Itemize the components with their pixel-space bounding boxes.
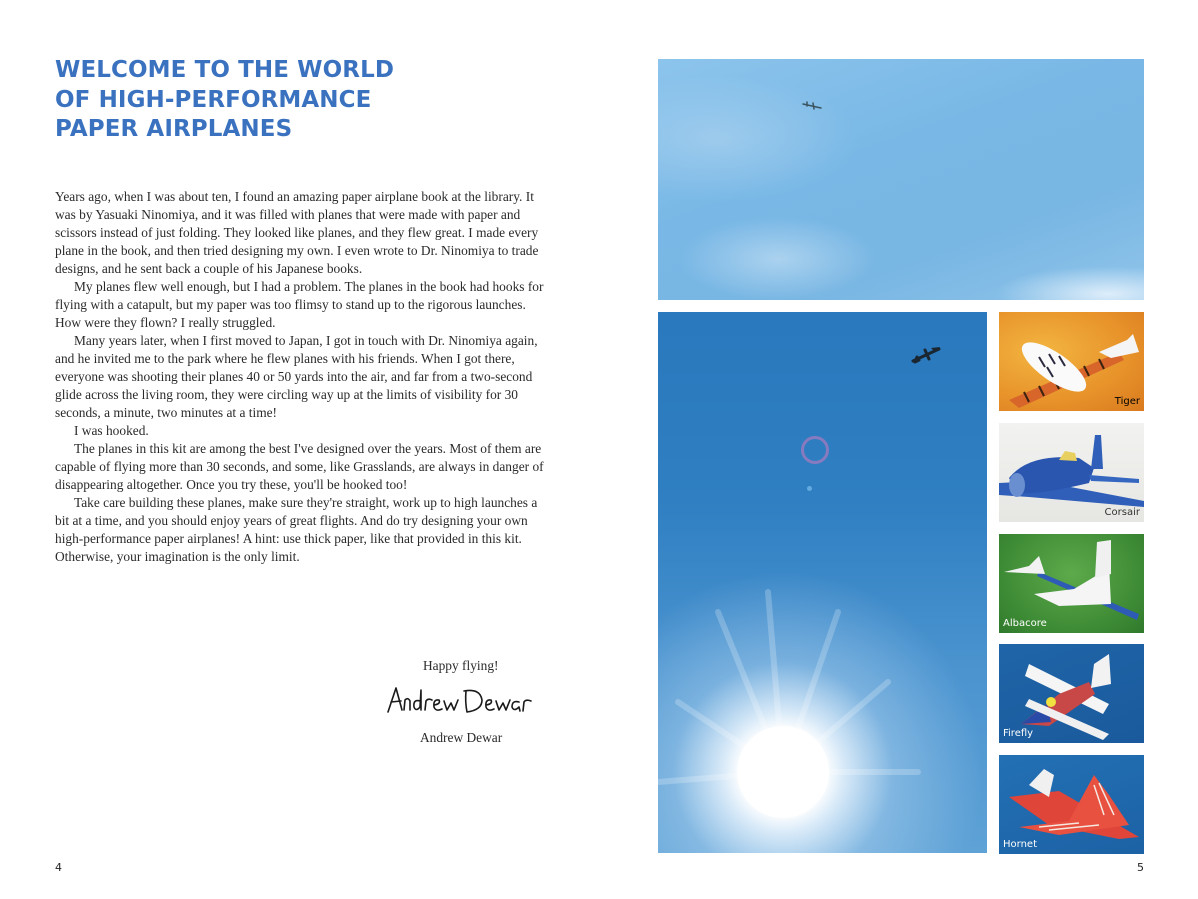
paragraph-4: I was hooked. [74, 423, 149, 438]
thumbnail-tiger [999, 312, 1144, 411]
thumbnail-label-albacore: Albacore [1003, 618, 1047, 629]
paragraph-5: The planes in this kit are among the best I've designed over the years. Most of them are capable of flying more than 30 seconds, and some, like Grasslands, are always in danger of disappearing altogether. Once you try these, you'll be hooked too! [55, 441, 544, 492]
title-line-2: OF HIGH-PERFORMANCE [55, 86, 372, 113]
sun-rays-icon [658, 312, 987, 853]
airplane-silhouette-icon [911, 345, 943, 365]
signer-name: Andrew Dewar [420, 730, 503, 745]
photo-sky-with-sun [658, 312, 987, 853]
page-number-left: 4 [55, 861, 62, 874]
signature-image [384, 682, 534, 720]
thumbnail-label-corsair: Corsair [1104, 507, 1140, 518]
thumbnail-firefly [999, 644, 1144, 743]
paragraph-6: Take care building these planes, make sure they're straight, work up to high launches a bit at a time, and you should enjoy years of great flights. And do try designing your own high-performance paper airplanes! A hint: use thick paper, like that provided in this kit. Otherwise, your imagination is the only limit. [55, 495, 538, 564]
lens-flare [801, 436, 829, 464]
thumbnail-label-firefly: Firefly [1003, 728, 1034, 739]
thumbnail-albacore [999, 534, 1144, 633]
page-title [55, 56, 535, 145]
thumbnail-label-tiger: Tiger [1114, 396, 1140, 407]
lens-flare-dot [807, 486, 812, 491]
thumbnail-corsair [999, 423, 1144, 522]
thumbnail-label-hornet: Hornet [1003, 839, 1037, 850]
thumbnail-hornet [999, 755, 1144, 854]
paragraph-1: Years ago, when I was about ten, I found an amazing paper airplane book at the library. It was by Yasuaki Ninomiya, and it was filled with planes that were made with paper and scissors instead of just folding. They looked like planes, and they flew great. I made every plane in the book, and then tried designing my own. I even wrote to Dr. Ninomiya to trade designs, and he sent back a couple of his Japanese books. [55, 189, 539, 276]
signoff: Happy flying! [423, 658, 499, 673]
body-text [55, 188, 545, 566]
title-line-1: WELCOME TO THE WORLD [55, 57, 395, 83]
page-number-right: 5 [1137, 861, 1144, 874]
paragraph-2: My planes flew well enough, but I had a problem. The planes in the book had hooks for flying with a catapult, but my paper was too flimsy to stand up to the rigorous launches. How were they flown? I really struggled. [55, 279, 544, 330]
photo-sky-with-plane [658, 59, 1144, 300]
title-line-3: PAPER AIRPLANES [55, 116, 293, 142]
paragraph-3: Many years later, when I first moved to Japan, I got in touch with Dr. Ninomiya again, and he invited me to the park where he flew planes with his friends. When I got there, everyone was shooting their planes 40 or 50 yards into the air, and far from a two-second glide across the living room, they were circling way up at the limits of visibility for 30 seconds, a minute, two minutes at a time! [55, 333, 538, 420]
airplane-icon [802, 101, 822, 111]
right-page [599, 0, 1198, 899]
